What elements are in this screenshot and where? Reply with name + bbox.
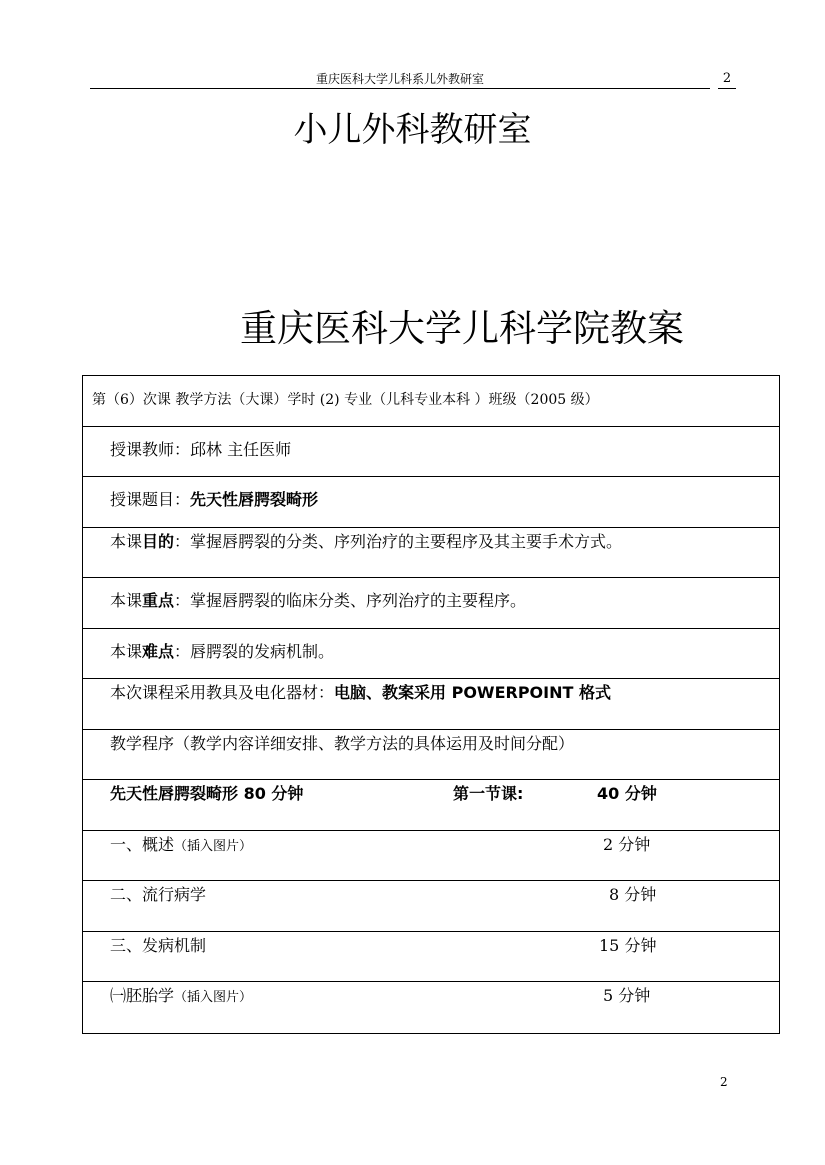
table-row-difficulty bbox=[83, 629, 779, 680]
focus-field bbox=[110, 590, 526, 612]
item-note: （插入图片） bbox=[174, 838, 253, 854]
goal-text: ：掌握唇腭裂的分类、序列治疗的主要程序及其主要手术方式。 bbox=[174, 531, 623, 551]
tools-field bbox=[110, 682, 611, 704]
teacher-value: 邱林 主任医师 bbox=[190, 439, 292, 459]
focus-text: ：掌握唇腭裂的临床分类、序列治疗的主要程序。 bbox=[174, 591, 527, 610]
topic-field bbox=[110, 489, 318, 511]
item-title-text: 一、概述 bbox=[110, 834, 175, 854]
item-title-text: 二、流行病学 bbox=[110, 885, 207, 904]
difficulty-prefix: 本课 bbox=[110, 641, 143, 661]
teacher-label: 授课教师： bbox=[110, 439, 191, 459]
topic-label: 授课题目： bbox=[110, 490, 191, 509]
header-page-number: 2 bbox=[722, 71, 732, 86]
goal-field bbox=[110, 531, 622, 553]
item-time: 15 分钟 bbox=[599, 935, 657, 955]
item-title bbox=[110, 985, 252, 1009]
header-rule bbox=[90, 88, 710, 89]
table-row-procedure bbox=[83, 730, 779, 781]
table-row-item bbox=[83, 982, 779, 1033]
footer-page-number: 2 bbox=[720, 1075, 728, 1089]
header-page-rule bbox=[718, 88, 736, 89]
item-title bbox=[110, 884, 206, 908]
document-title: 重庆医科大学儿科学院教案 bbox=[240, 307, 684, 350]
running-header: 重庆医科大学儿科系儿外教研室 bbox=[315, 72, 484, 86]
difficulty-key: 难点 bbox=[142, 641, 175, 661]
item-title-text: ㈠胚胎学 bbox=[110, 986, 175, 1005]
item-time: 5 分钟 bbox=[603, 986, 651, 1005]
table-row-tools bbox=[83, 679, 779, 730]
tools-label: 本次课程采用教具及电化器材： bbox=[110, 683, 335, 702]
table-row-lesson bbox=[83, 780, 779, 831]
item-time: 8 分钟 bbox=[609, 885, 657, 904]
item-title bbox=[110, 834, 252, 858]
course-meta: 第（6）次课 教学方法（大课）学时 (2) 专业（儿科专业本科 ）班级（2005 级） bbox=[92, 392, 599, 408]
table-row-meta bbox=[83, 376, 779, 427]
item-time: 2 分钟 bbox=[603, 834, 651, 854]
table-row-item bbox=[83, 831, 779, 882]
topic-value: 先天性唇腭裂畸形 bbox=[190, 490, 319, 509]
goal-key: 目的 bbox=[142, 531, 175, 551]
table-row-teacher bbox=[83, 427, 779, 478]
section-label: 第一节课: bbox=[453, 784, 524, 803]
department-title: 小儿外科教研室 bbox=[293, 110, 532, 150]
table-row-focus bbox=[83, 578, 779, 629]
item-title-text: 三、发病机制 bbox=[110, 935, 207, 955]
table-row-goal bbox=[83, 528, 779, 579]
goal-prefix: 本课 bbox=[110, 531, 143, 551]
lesson-plan-table bbox=[82, 375, 780, 1034]
procedure-text: 教学程序（教学内容详细安排、教学方法的具体运用及时间分配） bbox=[110, 733, 575, 753]
difficulty-text: ：唇腭裂的发病机制。 bbox=[174, 641, 335, 661]
table-row-item bbox=[83, 881, 779, 932]
item-note: （插入图片） bbox=[174, 990, 253, 1005]
difficulty-field bbox=[110, 641, 334, 663]
table-row-item bbox=[83, 932, 779, 983]
focus-key: 重点 bbox=[142, 591, 175, 610]
section-time: 40 分钟 bbox=[597, 784, 657, 803]
tools-value: 电脑、教案采用 POWERPOINT 格式 bbox=[334, 683, 611, 702]
item-title bbox=[110, 935, 206, 959]
teacher-field bbox=[110, 439, 291, 461]
table-row-topic bbox=[83, 477, 779, 528]
lesson-title: 先天性唇腭裂畸形 80 分钟 bbox=[110, 784, 304, 803]
focus-prefix: 本课 bbox=[110, 591, 143, 610]
